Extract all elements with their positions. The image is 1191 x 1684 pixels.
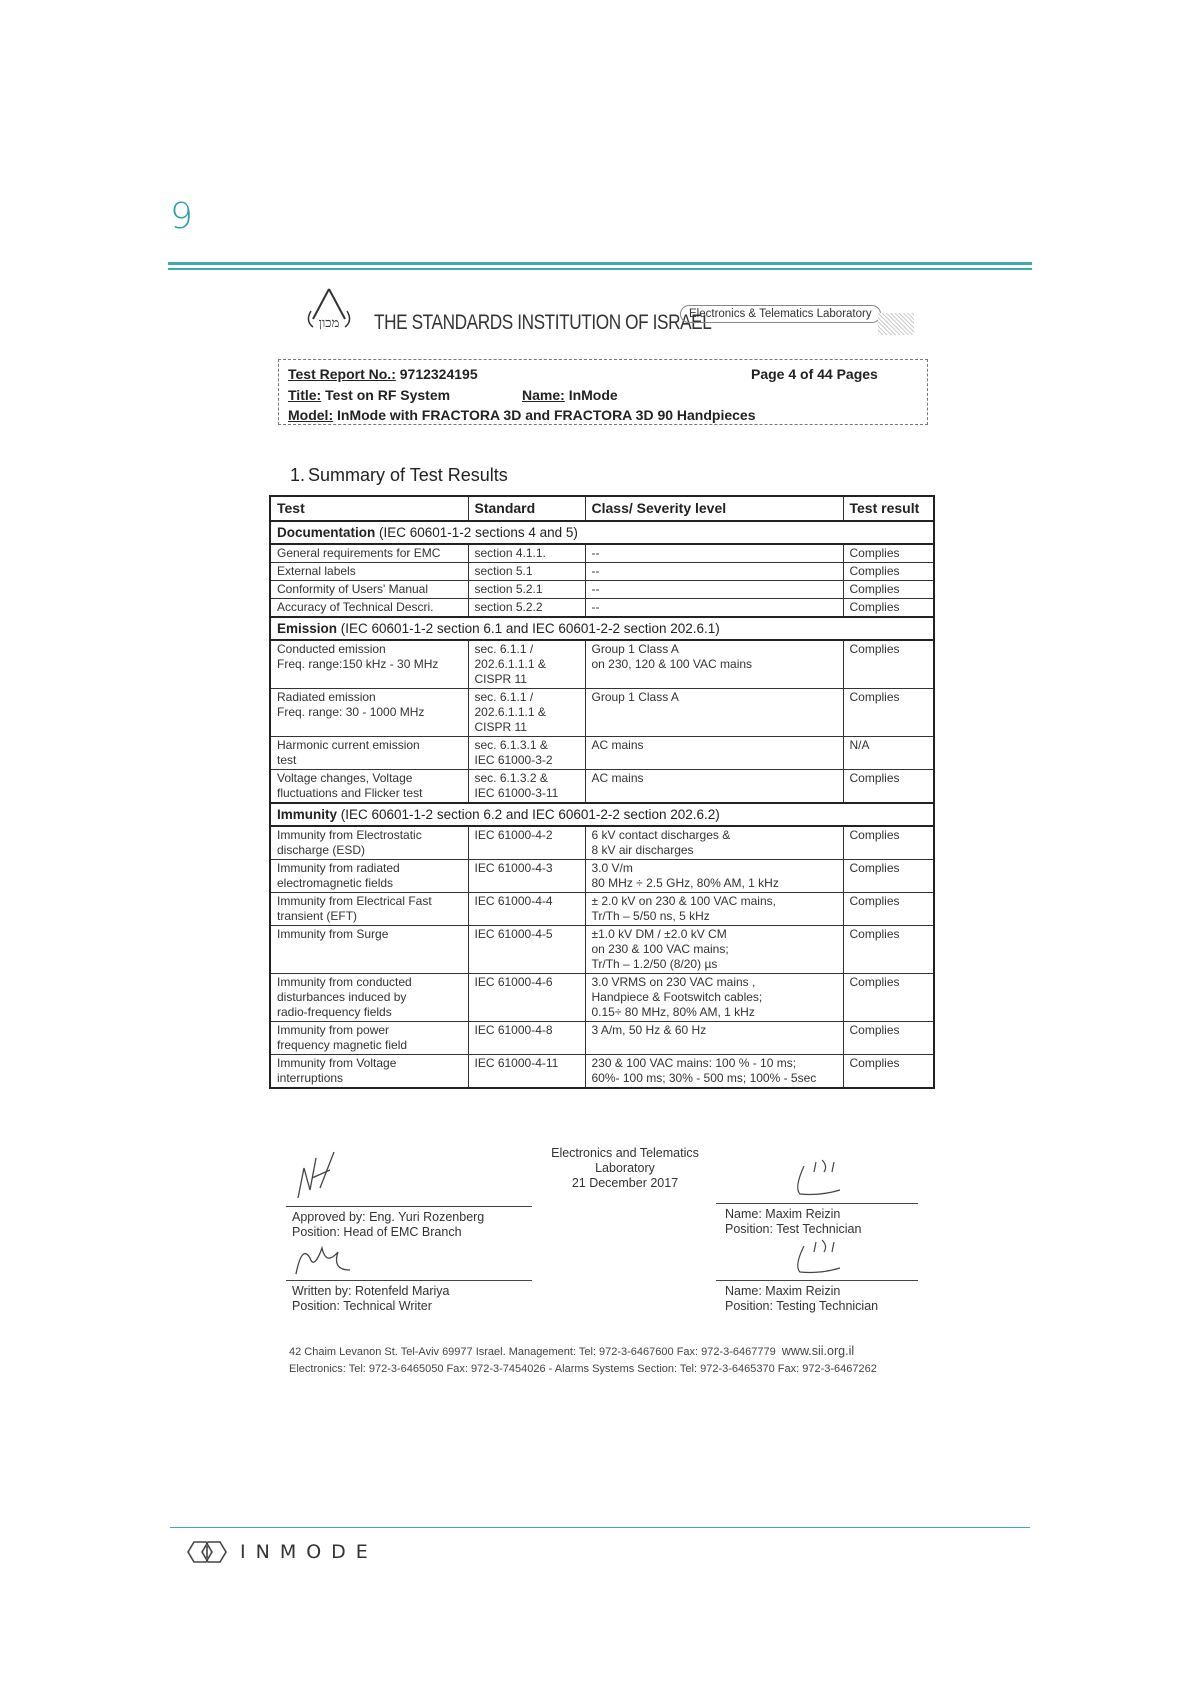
test-cell: Conformity of Users' Manual: [270, 581, 468, 599]
approved-name: Approved by: Eng. Yuri Rozenberg: [292, 1210, 485, 1224]
technician-position: Position: Test Technician: [725, 1222, 862, 1236]
model-line: [288, 407, 756, 423]
signature-written: [292, 1240, 356, 1276]
standard-cell-line: IEC 61000-3-2: [474, 753, 553, 767]
standard-cell: [468, 893, 585, 926]
title-label: Title:: [288, 387, 322, 403]
level-cell: [585, 770, 843, 804]
standard-cell-line: IEC 61000-4-11: [474, 1056, 559, 1070]
test-cell-line: radio-frequency fields: [277, 1005, 392, 1019]
table-row: [270, 737, 934, 770]
standard-cell-line: IEC 61000-4-6: [474, 975, 553, 989]
test-cell: [270, 770, 468, 804]
level-cell: --: [585, 581, 843, 599]
table-row: [270, 640, 934, 689]
test-cell-line: fluctuations and Flicker test: [277, 786, 423, 800]
level-cell-line: 6 kV contact discharges &: [591, 828, 731, 842]
level-cell-line: 80 MHz ÷ 2.5 GHz, 80% AM, 1 kHz: [591, 876, 779, 890]
technician-1: [725, 1207, 861, 1237]
group-heading: [270, 617, 934, 640]
level-cell-line: 3 A/m, 50 Hz & 60 Hz: [591, 1023, 707, 1037]
standard-cell-line: CISPR 11: [474, 672, 527, 686]
name-line: [522, 387, 618, 403]
test-cell: [270, 1055, 468, 1089]
table-row: [270, 826, 934, 860]
level-cell-line: on 230, 120 & 100 VAC mains: [591, 657, 753, 671]
sii-logo-icon: [303, 285, 355, 331]
test-cell-line: Harmonic current emission: [277, 738, 420, 752]
table-row: [270, 860, 934, 893]
badge-shading: [878, 313, 914, 335]
level-cell-line: AC mains: [591, 771, 644, 785]
signature-line: [716, 1280, 918, 1281]
level-cell: [585, 974, 843, 1022]
test-cell-line: Immunity from Electrostatic: [277, 828, 422, 842]
test-cell-line: disturbances induced by: [277, 990, 407, 1004]
result-cell: Complies: [843, 974, 934, 1022]
section-heading: [290, 465, 508, 486]
standard-cell-line: IEC 61000-3-11: [474, 786, 559, 800]
level-cell-line: ±1.0 kV DM / ±2.0 kV CM: [591, 927, 727, 941]
written-name: Written by: Rotenfeld Mariya: [292, 1284, 450, 1298]
test-cell-line: Immunity from power: [277, 1023, 390, 1037]
level-cell-line: AC mains: [591, 738, 644, 752]
table-row: [270, 1022, 934, 1055]
result-cell: Complies: [843, 826, 934, 860]
level-cell-line: 3.0 VRMS on 230 VAC mains ,: [591, 975, 756, 989]
group-title: Immunity: [277, 807, 338, 822]
standard-cell-line: CISPR 11: [474, 720, 527, 734]
standard-cell: [468, 826, 585, 860]
standard-cell: [468, 770, 585, 804]
test-cell: External labels: [270, 563, 468, 581]
model-label: Model:: [288, 407, 334, 423]
column-header: Test result: [843, 496, 934, 521]
approved-position: Position: Head of EMC Branch: [292, 1225, 462, 1239]
level-cell-line: 60%- 100 ms; 30% - 500 ms; 100% - 5sec: [591, 1071, 817, 1085]
result-cell: Complies: [843, 1055, 934, 1089]
test-cell-line: interruptions: [277, 1071, 344, 1085]
test-cell-line: electromagnetic fields: [277, 876, 394, 890]
website: www.sii.org.il: [781, 1344, 855, 1358]
level-cell: [585, 826, 843, 860]
report-model: InMode with FRACTORA 3D and FRACTORA 3D 90 Handpieces: [337, 407, 756, 423]
section-title: Summary of Test Results: [308, 465, 508, 485]
test-cell-line: Radiated emission: [277, 690, 376, 704]
standard-cell: [468, 1022, 585, 1055]
standard-cell: section 5.2.1: [468, 581, 585, 599]
signature-line: [286, 1280, 532, 1281]
level-cell: [585, 860, 843, 893]
test-cell: [270, 893, 468, 926]
test-cell-line: Freq. range:150 kHz - 30 MHz: [277, 657, 439, 671]
test-cell: [270, 689, 468, 737]
level-cell: [585, 926, 843, 974]
lab-badge: Electronics & Telematics Laboratory: [680, 305, 881, 323]
result-cell: Complies: [843, 926, 934, 974]
standard-cell-line: IEC 61000-4-4: [474, 894, 553, 908]
bottom-rule: [170, 1527, 1030, 1528]
test-cell: [270, 737, 468, 770]
table-row: [270, 1055, 934, 1089]
level-cell-line: ± 2.0 kV on 230 & 100 VAC mains,: [591, 894, 776, 908]
standard-cell: [468, 1055, 585, 1089]
standard-cell-line: IEC 61000-4-8: [474, 1023, 553, 1037]
group-title: Emission: [277, 621, 338, 636]
result-cell: N/A: [843, 737, 934, 770]
written-by: [292, 1284, 449, 1314]
group-row: [270, 521, 934, 544]
table-row: [270, 974, 934, 1022]
level-cell-line: Tr/Th – 5/50 ns, 5 kHz: [591, 909, 710, 923]
result-cell: Complies: [843, 1022, 934, 1055]
report-number: 9712324195: [399, 366, 478, 382]
level-cell-line: Group 1 Class A: [591, 690, 679, 704]
svg-text:מכון: מכון: [318, 316, 340, 331]
test-cell: [270, 640, 468, 689]
test-cell: [270, 1022, 468, 1055]
test-cell: Accuracy of Technical Descri.: [270, 599, 468, 618]
page-info: Page 4 of 44 Pages: [751, 366, 878, 382]
level-cell: [585, 737, 843, 770]
report-info-box: [278, 359, 928, 425]
technician-position: Position: Testing Technician: [725, 1299, 879, 1313]
group-row: [270, 803, 934, 826]
table-row: [270, 581, 934, 599]
test-cell-line: Freq. range: 30 - 1000 MHz: [277, 705, 425, 719]
technician-2: [725, 1284, 878, 1314]
level-cell: [585, 1055, 843, 1089]
results-table: [269, 495, 935, 1089]
brand-name: INMODE: [240, 1541, 378, 1563]
standard-cell-line: 202.6.1.1.1 &: [474, 657, 546, 671]
group-scope: (IEC 60601-1-2 sections 4 and 5): [375, 525, 578, 540]
standard-cell: [468, 640, 585, 689]
address-line: 42 Chaim Levanon St. Tel-Aviv 69977 Israel. Management: Tel: 972-3-6467600 Fax: 972-3-6467779: [289, 1346, 776, 1358]
signature-line: [716, 1203, 918, 1204]
test-cell-line: transient (EFT): [277, 909, 358, 923]
group-title: Documentation: [277, 525, 376, 540]
test-cell-line: Immunity from Electrical Fast: [277, 894, 432, 908]
signature-technician: [790, 1158, 850, 1200]
level-cell-line: 0.15÷ 80 MHz, 80% AM, 1 kHz: [591, 1005, 755, 1019]
standard-cell: [468, 974, 585, 1022]
standard-cell: [468, 860, 585, 893]
result-cell: Complies: [843, 581, 934, 599]
standard-cell-line: sec. 6.1.3.2 &: [474, 771, 548, 785]
level-cell-line: on 230 & 100 VAC mains;: [591, 942, 729, 956]
result-cell: Complies: [843, 689, 934, 737]
standard-cell-line: sec. 6.1.1 /: [474, 690, 534, 704]
report-title: Test on RF System: [325, 387, 451, 403]
column-header: Standard: [468, 496, 585, 521]
group-row: [270, 617, 934, 640]
level-cell: --: [585, 563, 843, 581]
report-number-line: [288, 366, 478, 382]
table-row: [270, 599, 934, 618]
group-scope: (IEC 60601-1-2 section 6.2 and IEC 60601-2-2 section 202.6.2): [337, 807, 720, 822]
result-cell: Complies: [843, 893, 934, 926]
level-cell: --: [585, 599, 843, 618]
institution-name: THE STANDARDS INSTITUTION OF ISRAEL: [374, 311, 712, 334]
test-cell-line: discharge (ESD): [277, 843, 366, 857]
level-cell-line: 3.0 V/m: [591, 861, 633, 875]
test-cell-line: Immunity from Voltage: [277, 1056, 397, 1070]
table-row: [270, 689, 934, 737]
stamp-line: Electronics and Telematics: [551, 1146, 699, 1160]
level-cell: [585, 1022, 843, 1055]
test-cell: [270, 860, 468, 893]
page-number: 9: [170, 196, 193, 237]
group-scope: (IEC 60601-1-2 section 6.1 and IEC 60601-2-2 section 202.6.1): [337, 621, 720, 636]
table-row: [270, 563, 934, 581]
report-name: InMode: [568, 387, 618, 403]
result-cell: Complies: [843, 599, 934, 618]
address-line: Electronics: Tel: 972-3-6465050 Fax: 972-3-7454026 - Alarms Systems Section: Tel: 972-3-6465370 Fax: 972-3-6467262: [289, 1363, 877, 1375]
test-cell-line: Voltage changes, Voltage: [277, 771, 413, 785]
footer-address: [289, 1343, 877, 1378]
top-rule: [168, 262, 1032, 265]
standard-cell: [468, 737, 585, 770]
top-rule-secondary: [168, 268, 1032, 270]
column-header: Class/ Severity level: [585, 496, 843, 521]
group-heading: [270, 521, 934, 544]
standard-cell-line: IEC 61000-4-2: [474, 828, 553, 842]
level-cell: [585, 689, 843, 737]
technician-name: Name: Maxim Reizin: [725, 1207, 841, 1221]
report-number-label: Test Report No.:: [288, 366, 396, 382]
table-row: [270, 926, 934, 974]
column-header: Test: [270, 496, 468, 521]
table-row: [270, 770, 934, 804]
written-position: Position: Technical Writer: [292, 1299, 432, 1313]
inmode-logo-icon: [186, 1538, 234, 1566]
standard-cell-line: IEC 61000-4-5: [474, 927, 553, 941]
table-row: [270, 893, 934, 926]
test-cell-line: Conducted emission: [277, 642, 386, 656]
test-cell: [270, 826, 468, 860]
standard-cell: [468, 926, 585, 974]
test-cell-line: Immunity from radiated: [277, 861, 400, 875]
section-number: 1.: [290, 465, 306, 485]
stamp-line: Laboratory: [595, 1161, 655, 1175]
level-cell: [585, 893, 843, 926]
table-header-row: [270, 496, 934, 521]
group-heading: [270, 803, 934, 826]
level-cell-line: Group 1 Class A: [591, 642, 679, 656]
technician-name: Name: Maxim Reizin: [725, 1284, 841, 1298]
name-label: Name:: [522, 387, 565, 403]
result-cell: Complies: [843, 860, 934, 893]
result-cell: Complies: [843, 770, 934, 804]
result-cell: Complies: [843, 640, 934, 689]
standard-cell-line: 202.6.1.1.1 &: [474, 705, 546, 719]
standard-cell: section 4.1.1.: [468, 544, 585, 563]
level-cell: [585, 640, 843, 689]
standard-cell-line: IEC 61000-4-3: [474, 861, 553, 875]
standard-cell: section 5.1: [468, 563, 585, 581]
approved-by: [292, 1210, 484, 1240]
level-cell-line: 8 kV air discharges: [591, 843, 694, 857]
test-cell: [270, 926, 468, 974]
title-line: [288, 387, 450, 403]
result-cell: Complies: [843, 544, 934, 563]
signature-line: [286, 1206, 532, 1207]
test-cell-line: test: [277, 753, 297, 767]
test-cell-line: frequency magnetic field: [277, 1038, 408, 1052]
test-cell: General requirements for EMC: [270, 544, 468, 563]
standard-cell: section 5.2.2: [468, 599, 585, 618]
test-cell-line: Immunity from conducted: [277, 975, 412, 989]
standard-cell-line: sec. 6.1.1 /: [474, 642, 534, 656]
level-cell-line: Tr/Th – 1.2/50 (8/20) µs: [591, 957, 718, 971]
test-cell-line: Immunity from Surge: [277, 927, 389, 941]
lab-stamp: [525, 1146, 725, 1191]
table-row: [270, 544, 934, 563]
signature-technician: [790, 1238, 850, 1278]
standard-cell: [468, 689, 585, 737]
level-cell-line: 230 & 100 VAC mains: 100 % - 10 ms;: [591, 1056, 797, 1070]
stamp-date: 21 December 2017: [571, 1176, 679, 1190]
signature-approved: [290, 1148, 350, 1200]
test-cell: [270, 974, 468, 1022]
standard-cell-line: sec. 6.1.3.1 &: [474, 738, 548, 752]
level-cell: --: [585, 544, 843, 563]
result-cell: Complies: [843, 563, 934, 581]
level-cell-line: Handpiece & Footswitch cables;: [591, 990, 763, 1004]
